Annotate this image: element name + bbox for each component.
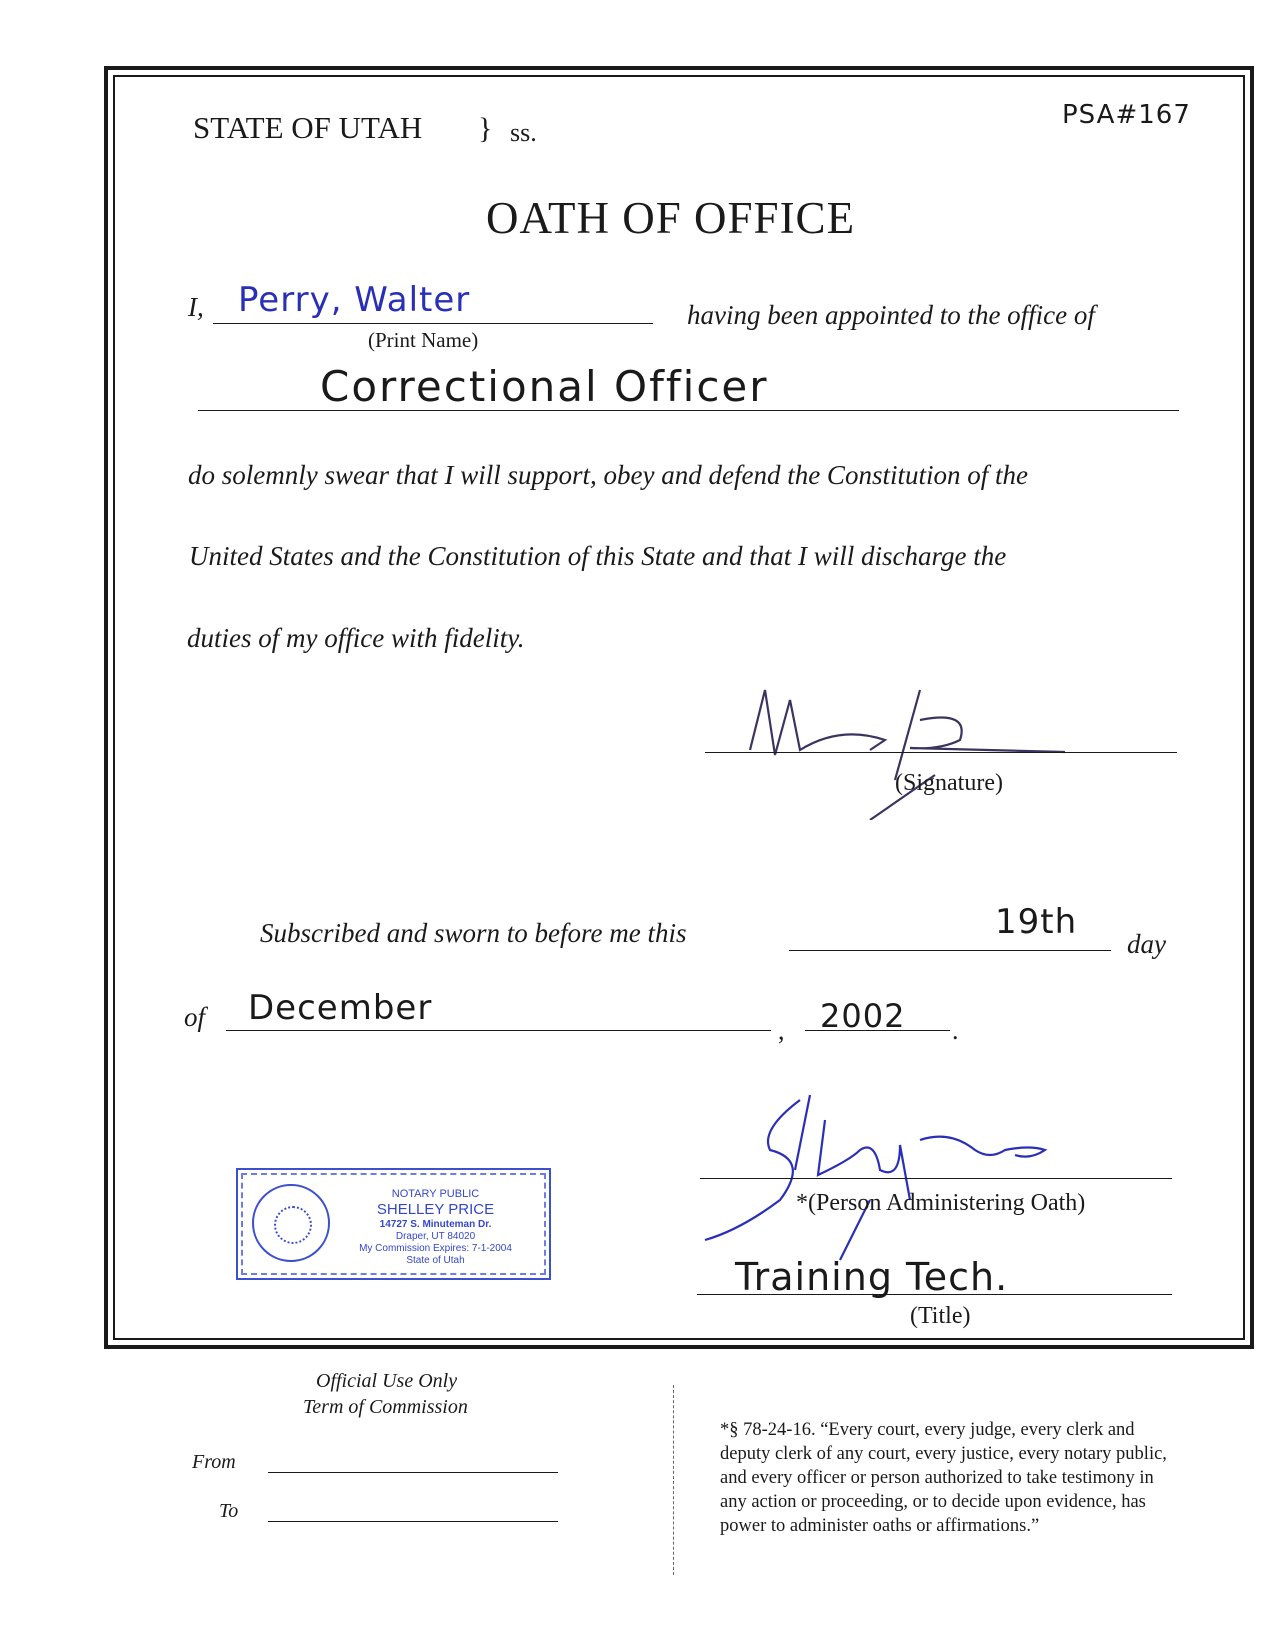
from-label: From — [192, 1451, 236, 1473]
sworn-text: Subscribed and sworn to before me this — [260, 918, 687, 948]
stamp-line-5: My Commission Expires: 7-1-2004 — [359, 1243, 512, 1254]
title-caption: (Title) — [910, 1303, 971, 1329]
stamp-line-6: State of Utah — [406, 1255, 465, 1266]
from-line — [268, 1472, 558, 1473]
state-label: STATE OF UTAH — [193, 110, 423, 145]
state-seal-icon — [252, 1184, 330, 1262]
day-value: 19th — [995, 902, 1078, 942]
form-number-handwritten: PSA#167 — [1062, 100, 1191, 130]
stamp-line-1: NOTARY PUBLIC — [391, 1188, 480, 1200]
stamp-line-4: Draper, UT 84020 — [395, 1231, 476, 1242]
print-name-value: Perry, Walter — [238, 280, 471, 320]
of-label: of — [184, 1002, 206, 1032]
oath-text-line-3: duties of my office with fidelity. — [187, 623, 525, 653]
administrator-caption: *(Person Administering Oath) — [796, 1190, 1086, 1216]
section-divider — [673, 1385, 674, 1575]
stamp-line-3: 14727 S. Minuteman Dr. — [379, 1219, 492, 1230]
print-name-caption: (Print Name) — [368, 328, 479, 352]
month-line — [226, 1030, 771, 1031]
footnote-line-4: any action or proceeding, or to decide upon evidence, has — [720, 1492, 1146, 1512]
year-period: . — [952, 1016, 959, 1045]
brace: } — [478, 112, 493, 145]
footnote-line-5: power to administer oaths or affirmations.” — [720, 1516, 1040, 1536]
to-line — [268, 1521, 558, 1522]
signature-line — [705, 752, 1177, 753]
stamp-line-2: SHELLEY PRICE — [376, 1201, 495, 1218]
administrator-signature-line — [700, 1178, 1172, 1179]
appointed-text: having been appointed to the office of — [687, 300, 1095, 330]
day-label: day — [1127, 929, 1166, 959]
print-name-line — [213, 323, 653, 324]
month-comma: , — [778, 1016, 785, 1045]
year-value: 2002 — [820, 997, 906, 1035]
footnote-line-3: and every officer or person authorized to take testimony in — [720, 1468, 1154, 1488]
administrator-signature-image — [700, 1090, 1100, 1270]
footnote-line-1: *§ 78-24-16. “Every court, every judge, every clerk and — [720, 1420, 1135, 1440]
statute-footnote — [720, 1418, 1167, 1538]
official-use-heading: Official Use Only — [316, 1370, 458, 1392]
page-title: OATH OF OFFICE — [486, 193, 856, 243]
month-value: December — [248, 988, 433, 1028]
ss-label: ss. — [510, 118, 537, 147]
year-line — [805, 1030, 950, 1031]
office-value: Correctional Officer — [320, 362, 769, 411]
i-prefix: I, — [188, 292, 204, 322]
signature-caption: (Signature) — [895, 770, 1003, 796]
to-label: To — [219, 1500, 239, 1522]
notary-stamp — [236, 1168, 551, 1280]
oath-text-line-1: do solemnly swear that I will support, obey and defend the Constitution of the — [188, 460, 1028, 490]
title-line — [697, 1294, 1172, 1295]
day-line — [789, 950, 1111, 951]
title-value: Training Tech. — [735, 1255, 1009, 1299]
signature-image — [720, 680, 1100, 820]
footnote-line-2: deputy clerk of any court, every justice, every notary public, — [720, 1444, 1167, 1464]
term-of-commission-heading: Term of Commission — [303, 1396, 468, 1418]
office-line — [198, 410, 1179, 411]
oath-text-line-2: United States and the Constitution of this State and that I will discharge the — [189, 541, 1007, 571]
